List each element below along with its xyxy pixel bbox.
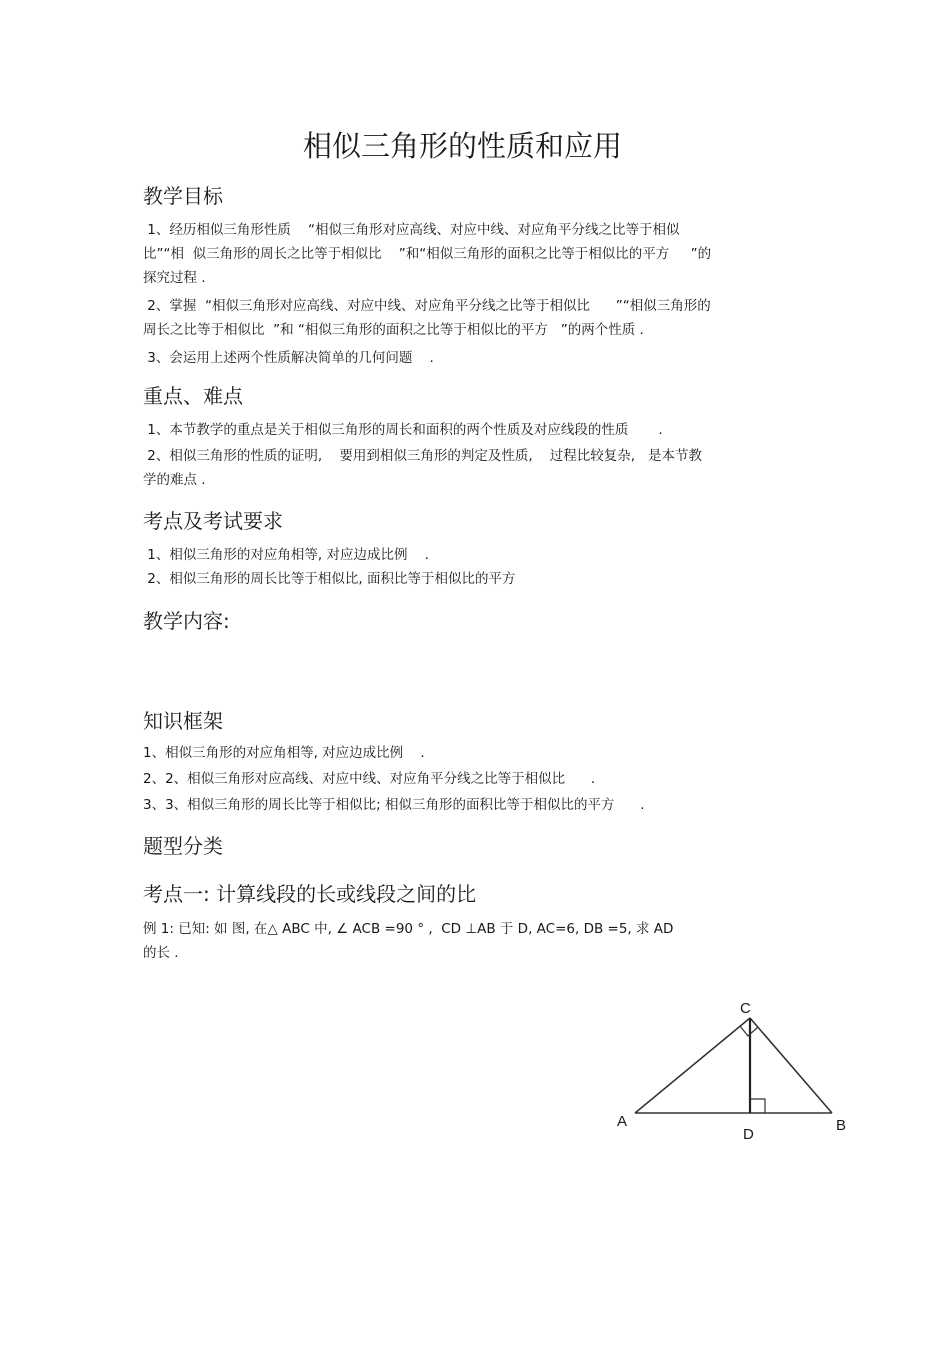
vertex-label-c: C	[740, 1000, 751, 1017]
triangle-figure	[600, 990, 860, 1150]
text-line: 1、经历相似三角形性质 “相似三角形对应高线、对应中线、对应角平分线之比等于相似	[143, 222, 680, 238]
framework-paragraph	[143, 741, 808, 817]
heading-exam: 考点及考试要求	[143, 509, 283, 533]
keypoints-paragraph	[143, 418, 808, 492]
heading-keypoints: 重点、难点	[143, 384, 243, 408]
text-line: 2、相似三角形的周长比等于相似比, 面积比等于相似比的平方	[143, 571, 516, 587]
text-line: 1、相似三角形的对应角相等, 对应边成比例 .	[143, 745, 425, 761]
text-line: 2、掌握 “相似三角形对应高线、对应中线、对应角平分线之比等于相似比 ”“相似三角形的	[143, 298, 711, 314]
heading-content: 教学内容:	[143, 609, 230, 633]
right-angle-mark-d	[750, 1099, 765, 1113]
side-ac	[635, 1018, 750, 1113]
text-line: 探究过程 .	[143, 270, 206, 286]
vertex-label-a: A	[617, 1113, 628, 1130]
text-line: 3、会运用上述两个性质解决简单的几何问题 .	[143, 350, 434, 366]
text-line: 2、相似三角形的性质的证明, 要用到相似三角形的判定及性质, 过程比较复杂, 是本节教	[143, 448, 702, 464]
text-line: 1、本节教学的重点是关于相似三角形的周长和面积的两个性质及对应线段的性质 .	[143, 422, 663, 438]
heading-goals: 教学目标	[143, 184, 223, 208]
text-line: 学的难点 .	[143, 472, 206, 488]
text-line: 1、相似三角形的对应角相等, 对应边成比例 .	[143, 547, 429, 563]
vertex-label-b: B	[836, 1117, 847, 1134]
text-line: 周长之比等于相似比 ”和 “相似三角形的面积之比等于相似比的平方 ”的两个性质 .	[143, 322, 644, 338]
text-line: 3、3、相似三角形的周长比等于相似比; 相似三角形的面积比等于相似比的平方 .	[143, 797, 645, 813]
text-line: 的长 .	[143, 945, 179, 961]
example1-paragraph	[143, 917, 808, 965]
vertex-label-d: D	[743, 1126, 754, 1143]
text-line: 比”“相 似三角形的周长之比等于相似比 ”和“相似三角形的面积之比等于相似比的平方 ”的	[143, 246, 712, 262]
exam-paragraph	[143, 543, 808, 591]
heading-types: 题型分类	[143, 834, 223, 858]
heading-topic1: 考点一: 计算线段的长或线段之间的比	[143, 882, 477, 906]
text-line: 2、2、相似三角形对应高线、对应中线、对应角平分线之比等于相似比 .	[143, 771, 596, 787]
goals-paragraph	[143, 218, 808, 370]
page-title: 相似三角形的性质和应用	[302, 129, 622, 163]
heading-framework: 知识框架	[143, 709, 223, 733]
text-line: 例 1: 已知: 如 图, 在△ ABC 中, ∠ ACB =90 ° , CD ⊥AB 于 D, AC=6, DB =5, 求 AD	[143, 921, 674, 937]
